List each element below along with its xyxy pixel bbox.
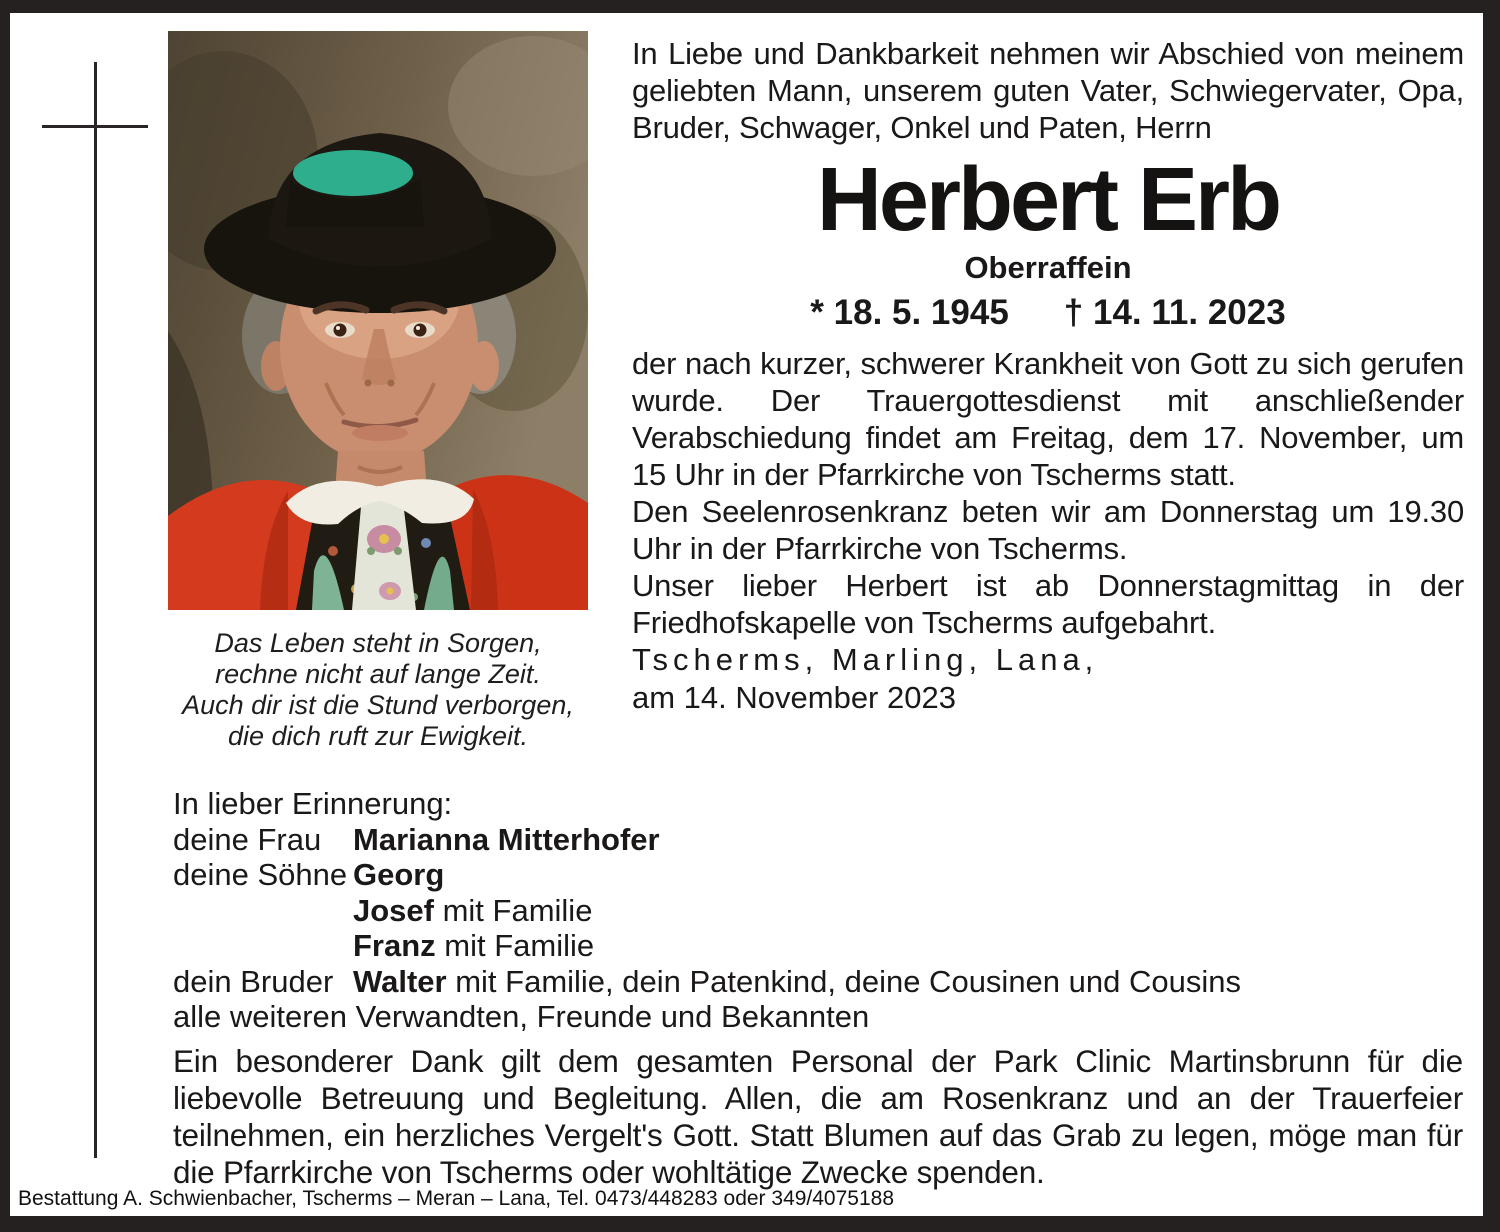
relative-name: Georg (353, 857, 445, 892)
thanks-paragraph: Ein besonderer Dank gilt dem gesamten Personal der Park Clinic Martinsbrunn für die liebevolle Betreuung und Begleitung. Allen, die am Rosenkranz und an der Trauerfeier teilnehmen, ein herzliches Vergelt's Gott. Statt Blumen auf das Grab zu legen, möge man für die Pfarrkirche von Tscherms oder wohltätige Zwecke spenden. (173, 1043, 1463, 1190)
repose-details: Unser lieber Herbert ist ab Donnerstagmittag in der Friedhofskapelle von Tscherms aufgebahrt. (632, 568, 1464, 640)
poem-line: Auch dir ist die Stund verborgen, (182, 690, 574, 720)
cross-horizontal-bar (42, 125, 148, 128)
relation-label: deine Frau (173, 821, 322, 857)
funeral-home-footer: Bestattung A. Schwienbacher, Tscherms – Meran – Lana, Tel. 0473/448283 oder 349/4075188 (18, 1187, 895, 1210)
poem-line: rechne nicht auf lange Zeit. (215, 659, 541, 689)
remembrance-row (173, 857, 1465, 893)
birth-date: * 18. 5. 1945 (810, 293, 1009, 332)
intro-text: In Liebe und Dankbarkeit nehmen wir Abschied von meinem geliebten Mann, unserem guten Vater, Schwiegervater, Opa, Bruder, Schwager, Onkel und Paten, Herrn (632, 36, 1464, 145)
relative-name: Marianna Mitterhofer (353, 821, 660, 857)
relation-label (173, 928, 353, 964)
remembrance-section (173, 786, 1465, 1035)
relative-suffix: mit Familie (433, 892, 593, 928)
poem-line: die dich ruft zur Ewigkeit. (227, 721, 529, 751)
funeral-service-details: der nach kurzer, schwerer Krankheit von Gott zu sich gerufen wurde. Der Trauergottesdienst mit anschließender Verabschiedung findet am Freitag, dem 17. November, um 15 Uhr in der Pfarrkirche von Tscherms statt. (632, 346, 1464, 492)
announcement-date: am 14. November 2023 (632, 680, 956, 715)
announcement-column (632, 35, 1464, 716)
cross-vertical-bar (94, 62, 97, 1158)
relation-label: dein Bruder (173, 963, 334, 999)
poem-line: Das Leben steht in Sorgen, (214, 628, 542, 658)
remembrance-heading: In lieber Erinnerung: (173, 786, 453, 821)
relatives-line: alle weiteren Verwandten, Freunde und Bekannten (173, 999, 870, 1034)
places-line: Tscherms, Marling, Lana, (632, 642, 1099, 677)
deceased-name: Herbert Erb (816, 150, 1280, 250)
deceased-vulgo-name: Oberraffein (964, 250, 1132, 285)
portrait-photo-illustration (168, 31, 588, 610)
remembrance-row (173, 893, 1465, 929)
relative-suffix: mit Familie (435, 928, 595, 963)
rosary-details: Den Seelenrosenkranz beten wir am Donnerstag um 19.30 Uhr in der Pfarrkirche von Tscherms. (632, 494, 1464, 566)
relative-name: Walter (353, 963, 447, 999)
relative-name: Franz (353, 928, 436, 963)
relative-name: Josef (353, 892, 434, 928)
death-date: † 14. 11. 2023 (1063, 293, 1286, 332)
obituary-card (10, 13, 1483, 1216)
brother-row (173, 964, 1465, 1000)
memorial-poem (148, 628, 608, 752)
portrait-photo (168, 31, 588, 610)
relation-label: deine Söhne (173, 857, 348, 892)
relative-suffix: mit Familie, dein Patenkind, deine Cousinen und Cousins (446, 963, 1241, 999)
relation-label (173, 893, 353, 929)
remembrance-row (173, 928, 1465, 964)
life-dates (632, 292, 1464, 334)
remembrance-row (173, 822, 1465, 858)
